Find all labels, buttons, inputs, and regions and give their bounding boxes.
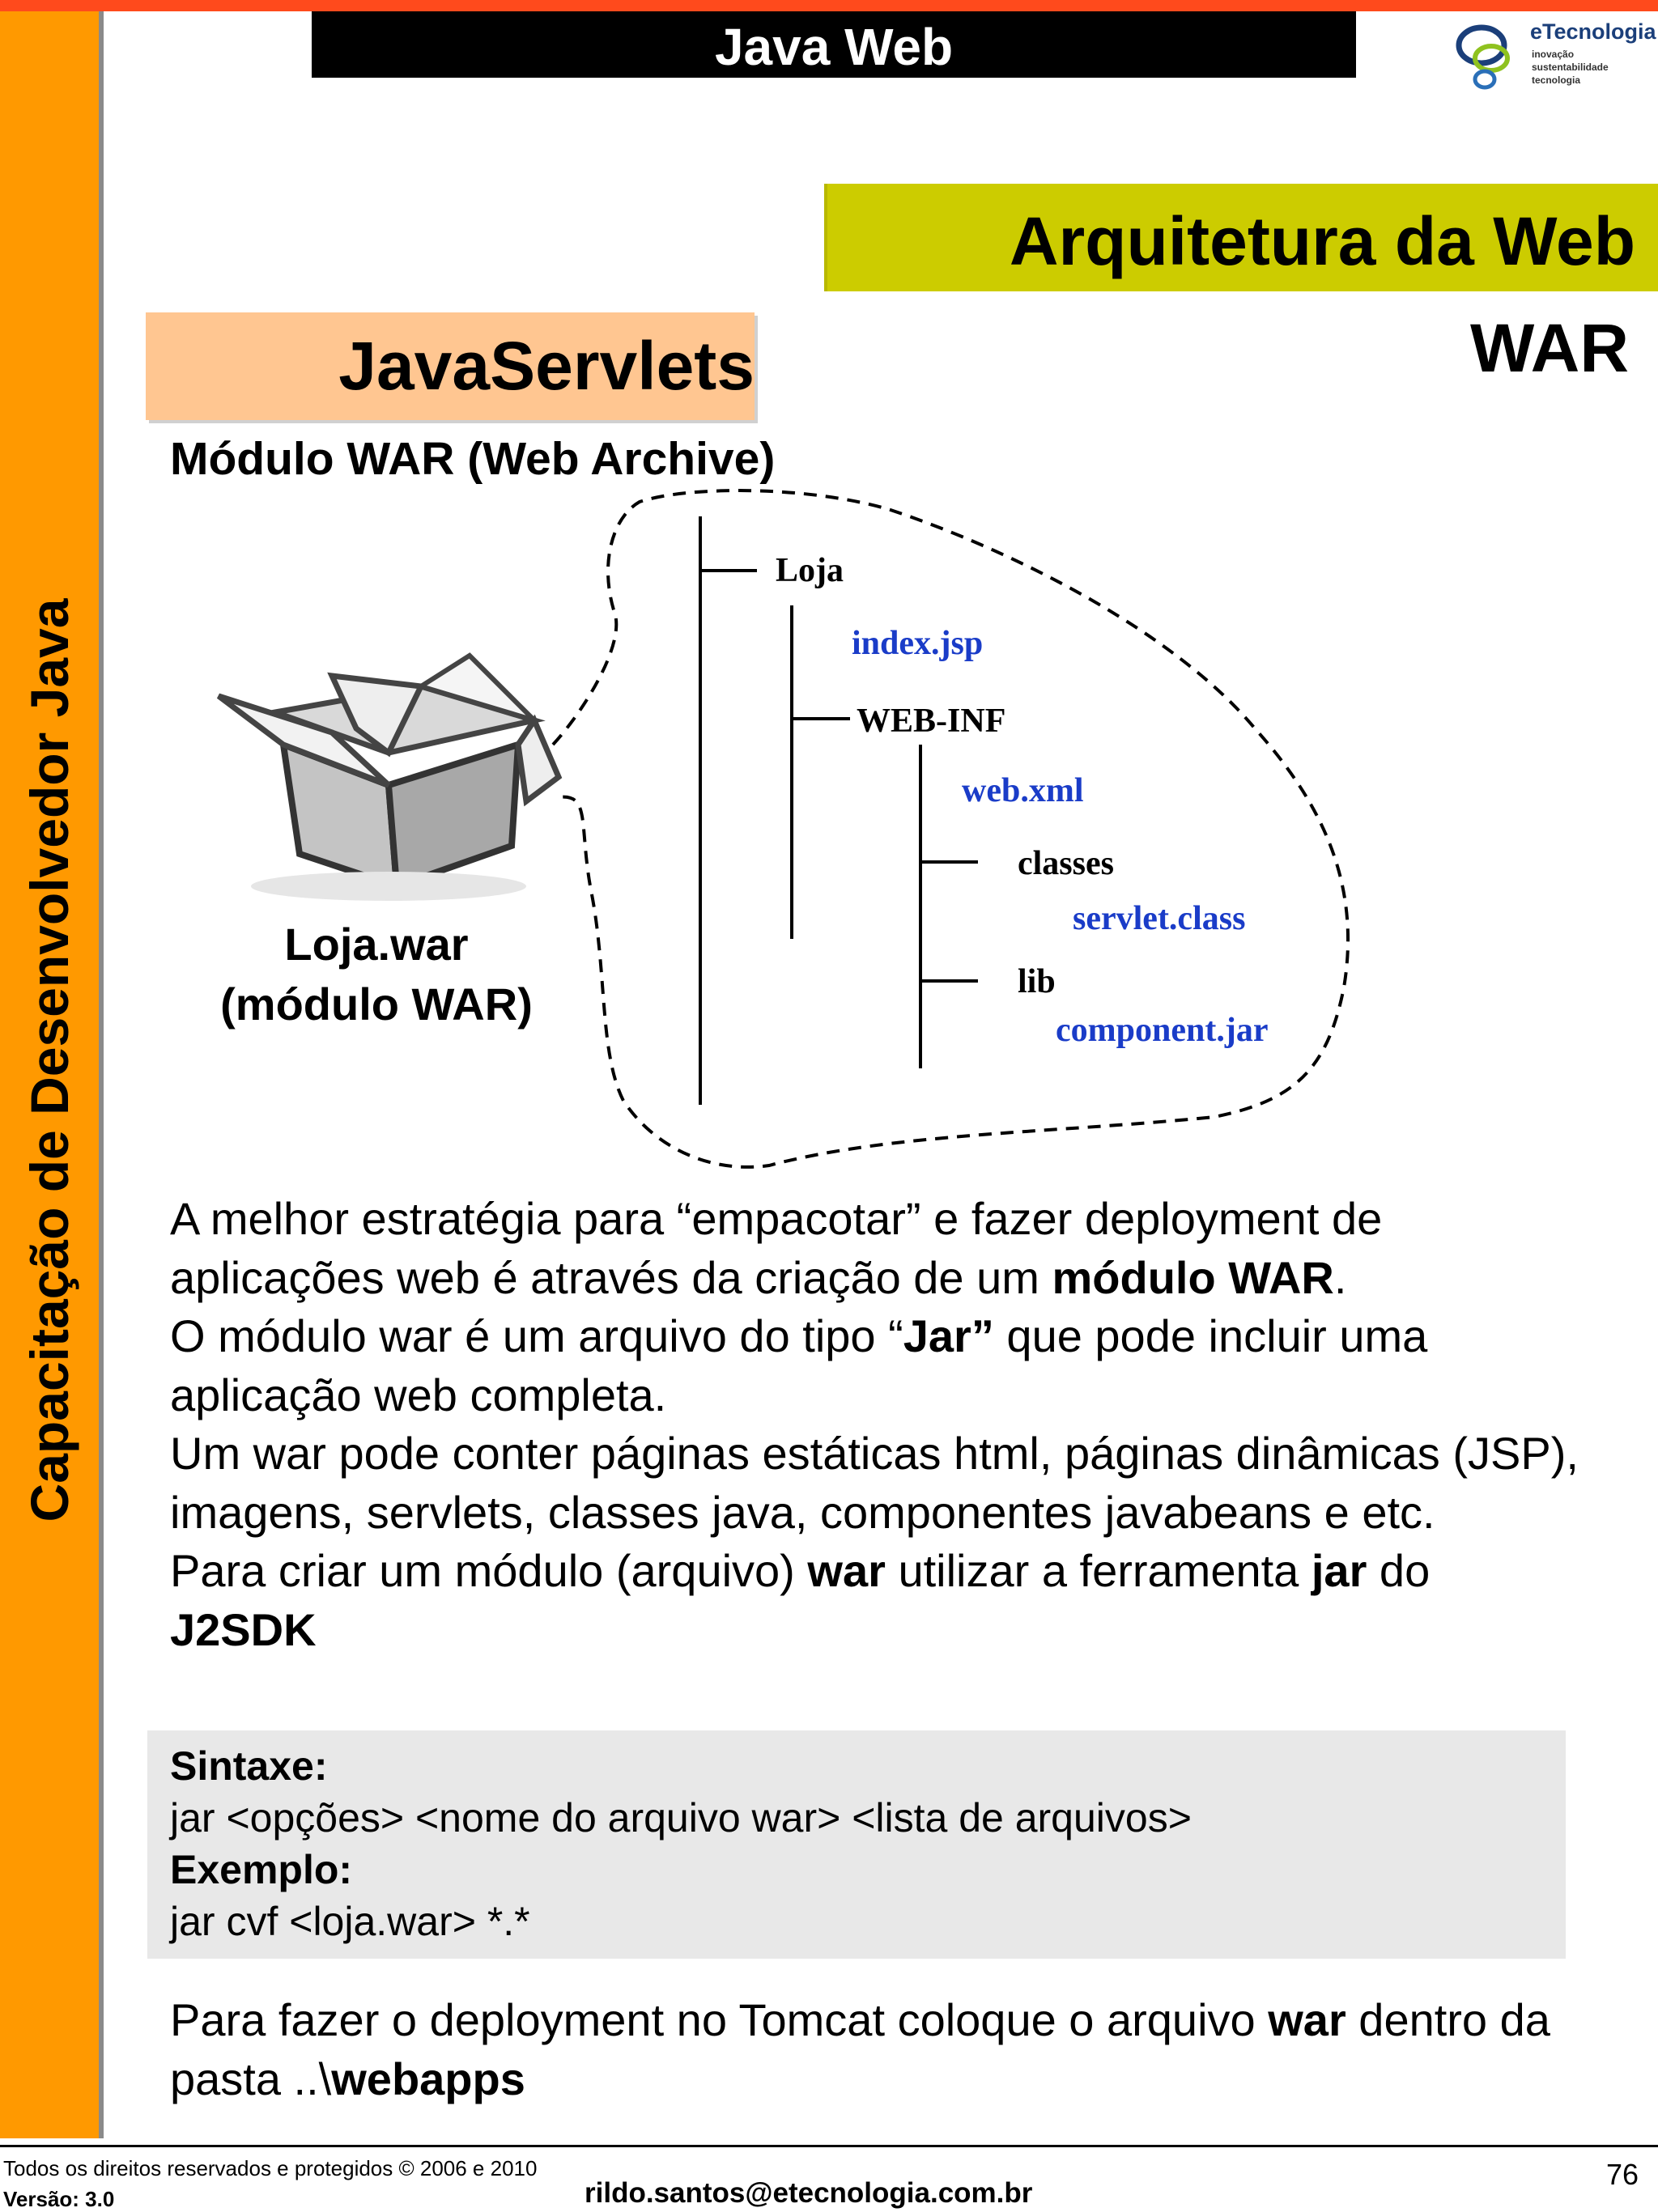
footer-email: rildo.santos@etecnologia.com.br [585, 2177, 1033, 2209]
tree-folder-webinf: WEB-INF [857, 703, 1006, 740]
paragraph: O módulo war é um arquivo do tipo “Jar” que pode incluir uma aplicação web completa. [170, 1310, 1428, 1420]
box-caption-line: Loja.war [284, 919, 469, 970]
tree-file-index: index.jsp [852, 625, 984, 662]
callout-outline [553, 490, 1348, 1167]
topic-title: WAR [1470, 310, 1629, 386]
box-caption-line: (módulo WAR) [220, 979, 533, 1030]
logo-name: eTecnologia [1530, 19, 1656, 44]
logo-tagline: inovação [1532, 49, 1575, 60]
tree-file-component: component.jar [1056, 1012, 1269, 1049]
sidebar-label: Capacitação de Desenvolvedor Java [19, 598, 79, 1522]
logo-tagline: tecnologia [1532, 74, 1581, 86]
tree-folder-lib: lib [1018, 963, 1056, 1000]
page-number: 76 [1605, 2158, 1639, 2191]
paragraph: Para criar um módulo (arquivo) war utilizar a ferramenta jar do J2SDK [170, 1545, 1431, 1655]
subsection-title: JavaServlets [338, 328, 755, 404]
section-title: Arquitetura da Web [1009, 203, 1635, 279]
footer-version: Versão: 3.0 [3, 2187, 115, 2211]
body-text [170, 1190, 1579, 1659]
header-title: Java Web [312, 11, 1356, 78]
tree-folder-classes: classes [1018, 845, 1114, 882]
deploy-instructions: Para fazer o deployment no Tomcat coloque o arquivo war dentro da pasta ..\webapps [170, 1994, 1550, 2104]
paragraph: Um war pode conter páginas estáticas html, páginas dinâmicas (JSP), imagens, servlets, classes java, componentes javabeans e etc. [170, 1428, 1579, 1538]
box-caption [186, 915, 567, 1034]
tree-root-folder: Loja [776, 552, 844, 589]
syntax-label: Sintaxe: [170, 1743, 328, 1789]
example-command: jar cvf <loja.war> *.* [170, 1899, 530, 1944]
footer-copyright: Todos os direitos reservados e protegidos © 2006 e 2010 [3, 2156, 538, 2180]
paragraph: A melhor estratégia para “empacotar” e fazer deployment de aplicações web é através da criação de um módulo WAR. [170, 1193, 1383, 1303]
example-label: Exemplo: [170, 1847, 353, 1892]
box-icon [219, 656, 559, 901]
tree-file-webxml: web.xml [962, 772, 1084, 809]
module-heading: Módulo WAR (Web Archive) [170, 433, 776, 485]
syntax-command: jar <opções> <nome do arquivo war> <lista de arquivos> [170, 1795, 1192, 1841]
footer-divider [0, 2145, 1658, 2147]
syntax-content [170, 1740, 1192, 1947]
tree-lines [700, 516, 978, 1105]
logo-tagline: sustentabilidade [1532, 62, 1609, 73]
tree-file-servlet: servlet.class [1073, 900, 1246, 937]
